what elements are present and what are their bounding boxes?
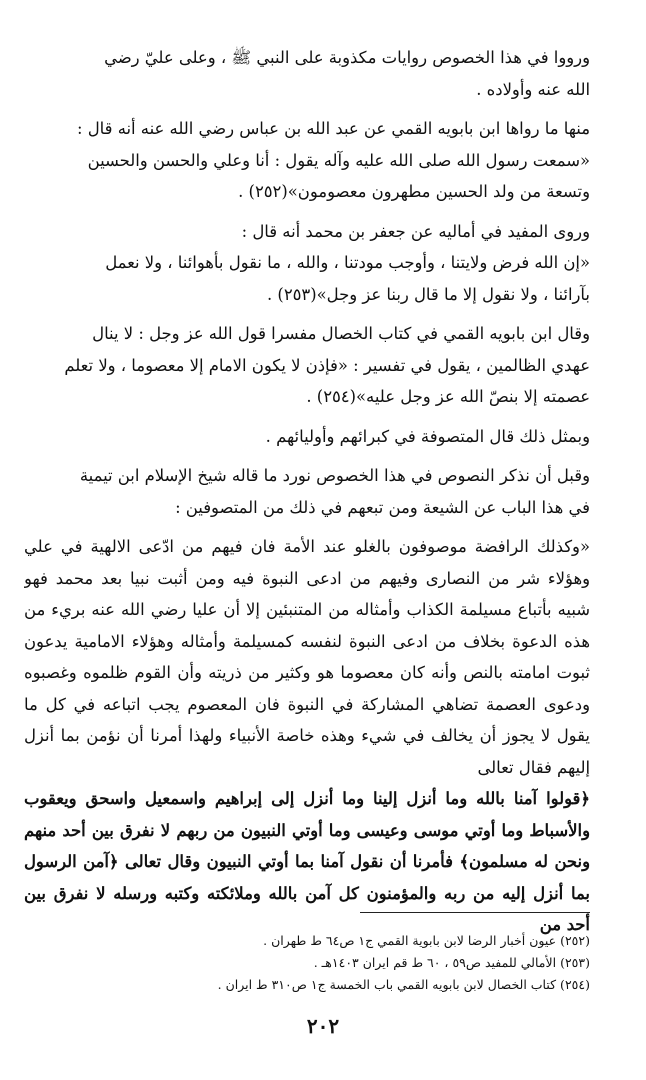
paragraph-3: وروى المفيد في أماليه عن جعفر بن محمد أنه قال : «إن الله فرض ولايتنا ، وأوجب مودتنا ، والله ، ما نقول بأهوائنا ، ولا نعمل بآرائنا ، ولا نقول إلا ما قال ربنا عز وجل»(٢٥٣) . <box>105 221 590 304</box>
paragraph-5: وبمثل ذلك قال المتصوفة في كبرائهم وأوليائهم . <box>265 426 590 446</box>
quranic-verses-bold: ﴿قولوا آمنا بالله وما أنزل إلينا وما أنزل إلى إبراهيم واسمعيل واسحق ويعقوب والأسباط وما أوتي موسى وعيسى وما أوتي النبيون من ربهم لا نفرق بين أحد منهم ونحن له مسلمون﴾ فأمرنا أن نقول آمنا بما أوتي النبيون وقال تعالى ﴿آمن الرسول بما أنزل إليه من ربه والمؤمنون كل آمن بالله وملائكته وكتبه ورسله لا نفرق بين أحد من <box>24 789 590 934</box>
paragraph-1: ورووا في هذا الخصوص روايات مكذوبة على النبي ﷺ ، وعلى عليّ رضي الله عنه وأولاده . <box>104 48 590 99</box>
paragraph-2: منها ما رواها ابن بابويه القمي عن عبد الله بن عباس رضي الله عنه أنه قال : «سمعت رسول الله صلى الله عليه وآله يقول : أنا وعلي والحسن والحسين وتسعة من ولد الحسين مطهرون معصومون»(٢٥٢) . <box>77 119 590 201</box>
paragraph-6: وقبل أن نذكر النصوص في هذا الخصوص نورد ما قاله شيخ الإسلام ابن تيمية في هذا الباب عن الشيعة ومن تبعهم في ذلك من المتصوفين : <box>79 466 590 517</box>
footnotes <box>24 930 590 996</box>
paragraph-4: وقال ابن بابويه القمي في كتاب الخصال مفسرا قول الله عز وجل : لا ينال عهدي الظالمين ، يقول في تفسير : «فإذن لا يكون الامام إلا معصوما ، ولا تعلم عصمته إلا بنصّ الله عز وجل عليه»(٢٥٤) . <box>64 324 590 406</box>
footnote-252: (٢٥٢) عيون أخبار الرضا لابن بابوية القمي ج١ ص٦٤ ط طهران . <box>263 933 590 948</box>
footnote-divider <box>360 912 590 913</box>
footnote-254: (٢٥٤) كتاب الخصال لابن بابويه القمي باب الخمسة ج١ ص٣١٠ ط ايران . <box>217 977 590 992</box>
page-number: ٢٠٢ <box>306 1014 340 1038</box>
footnote-253: (٢٥٣) الأمالي للمفيد ص٥٩ ، ٦٠ ط قم ايران ١٤٠٣هـ . <box>313 955 590 970</box>
ibn-taymiyya-quote: «وكذلك الرافضة موصوفون بالغلو عند الأمة فان فيهم من ادّعى الالهية في علي وهؤلاء شر من النصارى وفيهم من ادعى النبوة فيه ومن أثبت نبيا بعد محمد فهو شبيه بأتباع مسيلمة الكذاب وأمثاله من المتنبئين إلا أن عليا رضي الله عنه بريء من هذه الدعوة بخلاف من ادعى النبوة لنفسه كمسيلمة وأمثاله وهؤلاء الامامية يدعون ثبوت امامته بالنص وأنه كان معصوما هو وكثير من ذريته وأن القوم ظلموه وغصبوه ودعوى العصمة تضاهي المشاركة في النبوة فان المعصوم يجب اتباعه في كل ما يقول لا يجوز أن يخالف في شيء وهذه خاصة الأنبياء ولهذا أمرنا أن نؤمن بما أنزل إليهم فقال تعالى <box>24 537 590 777</box>
